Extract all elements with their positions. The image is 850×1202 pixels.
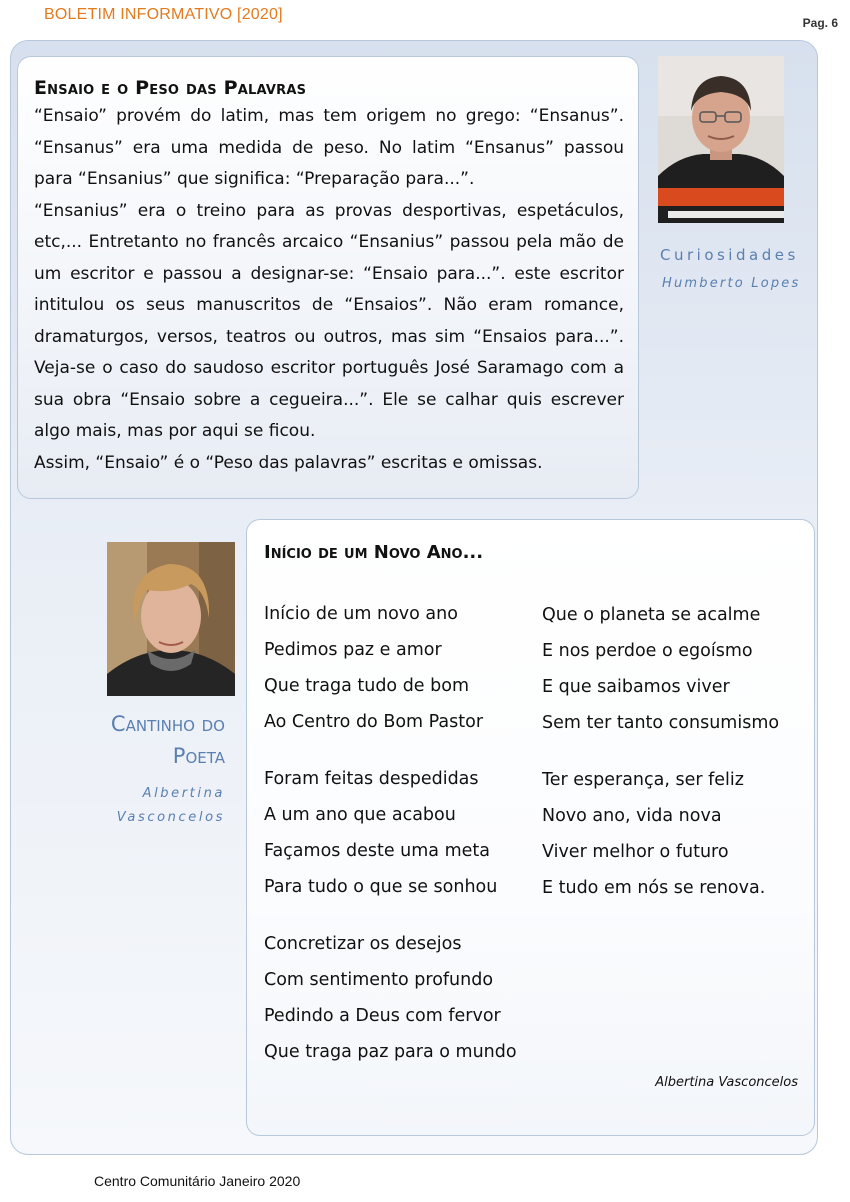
- article-paragraph: Assim, “Ensaio” é o “Peso das palavras” escritas e omissas.: [34, 452, 543, 473]
- poem-line: Sem ter tanto consumismo: [542, 713, 780, 733]
- poem-line: Que traga paz para o mundo: [264, 1042, 517, 1062]
- poem-line: E nos perdoe o egoísmo: [542, 641, 753, 661]
- poem-line: Para tudo o que se sonhou: [264, 877, 498, 897]
- article-author: Humberto Lopes: [662, 276, 801, 291]
- page-number: Pag. 6: [802, 16, 838, 30]
- poem-line: Pedindo a Deus com fervor: [264, 1006, 501, 1026]
- poem-line: Ao Centro do Bom Pastor: [264, 712, 484, 732]
- poem-stanza: [264, 596, 517, 740]
- poem-line: E que saibamos viver: [542, 677, 730, 697]
- author-label-line: Albertina: [142, 786, 225, 801]
- author-photo-humberto: [658, 56, 784, 223]
- poem-line: A um ano que acabou: [264, 805, 456, 825]
- poem-line: Que o planeta se acalme: [542, 605, 761, 625]
- poem-line: Pedimos paz e amor: [264, 640, 442, 660]
- section-label-line: Cantinho do: [110, 712, 225, 736]
- poem-line: Novo ano, vida nova: [542, 806, 722, 826]
- article-paragraph: “Ensanius” era o treino para as provas desportivas, espetáculos, etc,... Entretanto no francês arcaico “Ensanius” passou pela mão de um escritor e passou a designar-se: “Ensaio para...”. este escritor intitulou os seus manuscritos de “Ensaios”. Não eram romance, dramaturgos, versos, teatros ou outros, mas sim “Ensaios para...”. Veja-se o caso do saudoso escritor português José Saramago com a sua obra “Ensaio sobre a cegueira...”. Ele se calhar quis escrever algo mais, mas por aqui se ficou.: [34, 200, 624, 441]
- poem-stanza: [542, 762, 779, 906]
- section-label-cantinho-do-poeta: [111, 708, 225, 772]
- article-body: [34, 101, 624, 479]
- poem-line: Início de um novo ano: [264, 604, 458, 624]
- poem-line: Que traga tudo de bom: [264, 676, 470, 696]
- section-label-line: Poeta: [172, 744, 225, 768]
- poem-line: Com sentimento profundo: [264, 970, 494, 990]
- poem-column-right: [542, 597, 779, 927]
- poem-line: E tudo em nós se renova.: [542, 878, 766, 898]
- poem-column-left: [264, 596, 517, 1091]
- footer-text: Centro Comunitário Janeiro 2020: [94, 1173, 301, 1189]
- poem-line: Façamos deste uma meta: [264, 841, 490, 861]
- poem-title: Início de um Novo Ano...: [264, 542, 484, 563]
- section-label-curiosidades: Curiosidades: [660, 246, 799, 264]
- newsletter-title: BOLETIM INFORMATIVO [2020]: [44, 6, 283, 23]
- poem-stanza: [542, 597, 779, 741]
- poem-author-label: [117, 782, 225, 830]
- poem-line: Concretizar os desejos: [264, 934, 462, 954]
- article-box: [17, 56, 639, 499]
- author-photo-albertina: [107, 542, 235, 696]
- poem-line: Viver melhor o futuro: [542, 842, 729, 862]
- poem-stanza: [264, 761, 517, 905]
- article-paragraph: “Ensaio” provém do latim, mas tem origem no grego: “Ensanus”. “Ensanus” era uma medida de peso. No latim “Ensanus” passou para “Ensanius” que significa: “Preparação para...”.: [34, 106, 624, 189]
- poem-line: Foram feitas despedidas: [264, 769, 479, 789]
- poem-line: Ter esperança, ser feliz: [542, 770, 744, 790]
- poem-signature: Albertina Vasconcelos: [655, 1075, 798, 1090]
- author-label-line: Vasconcelos: [116, 810, 225, 825]
- poem-stanza: [264, 926, 517, 1070]
- article-title: Ensaio e o Peso das Palavras: [34, 77, 307, 99]
